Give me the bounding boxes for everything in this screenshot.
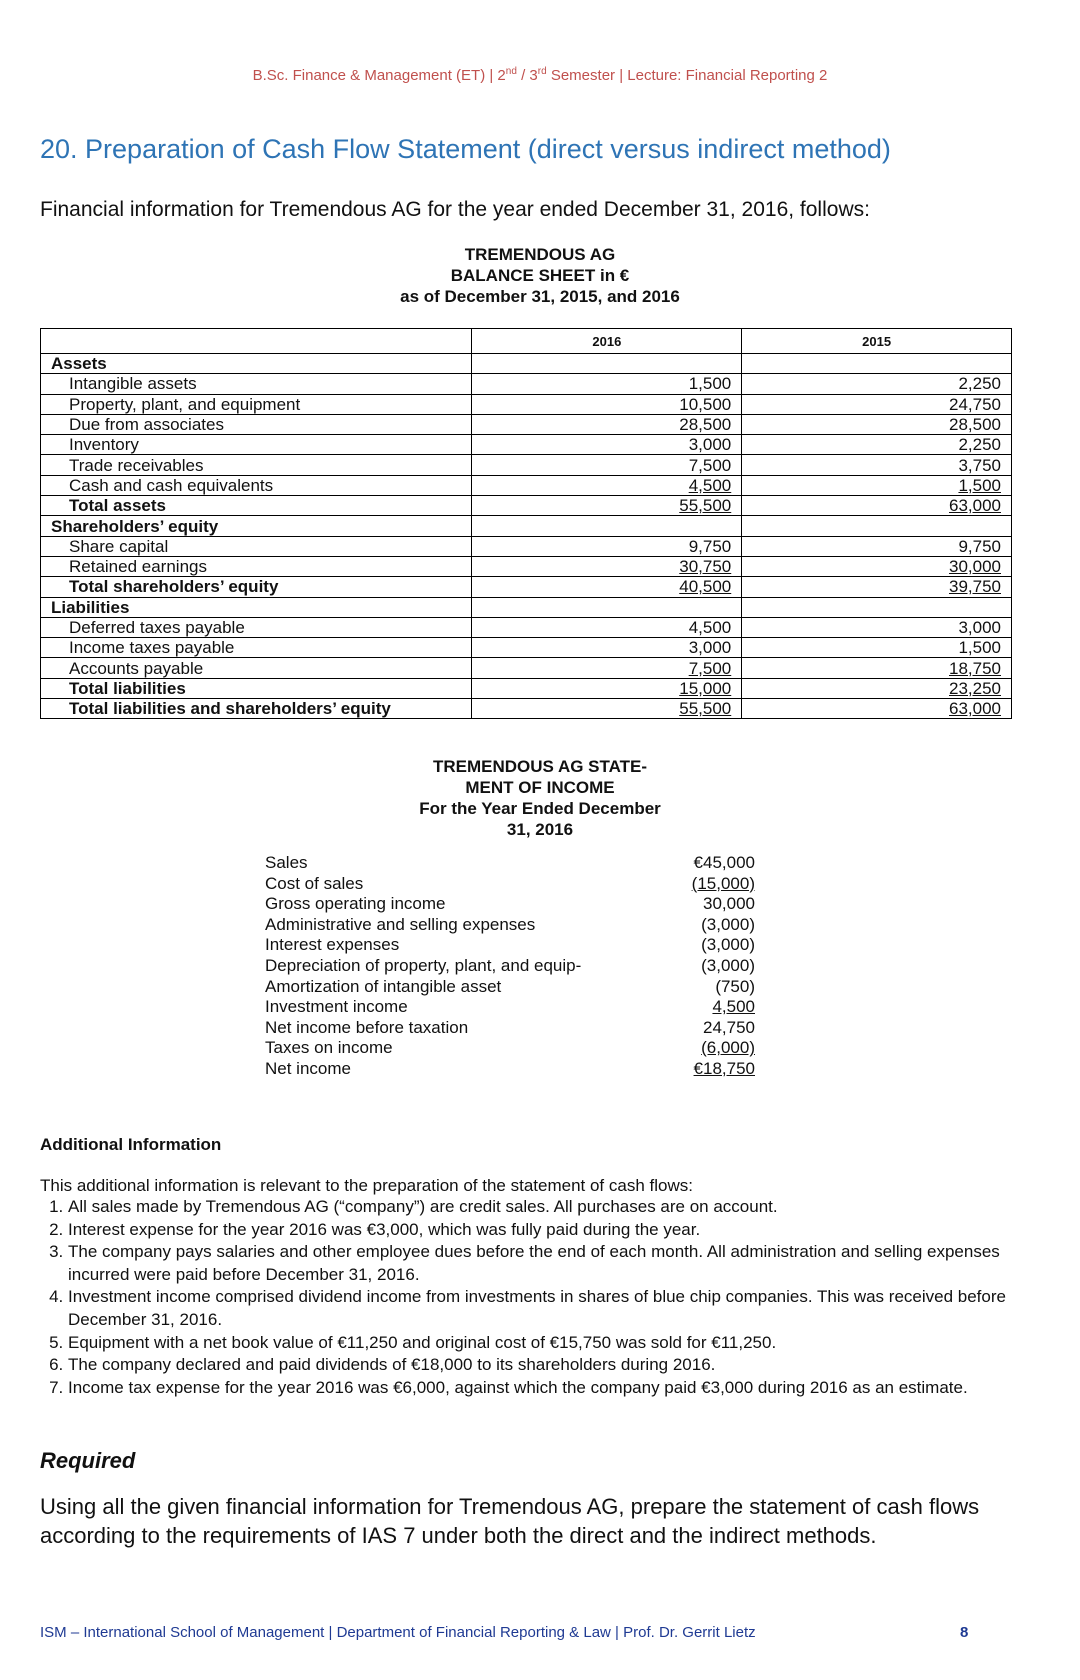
total-label: Total liabilities [41,678,472,698]
value-2016: 3,000 [472,638,742,658]
page-footer: ISM – International School of Management | Department of Financial Reporting & Law | Prof. Dr. Gerrit Lietz [40,1624,756,1641]
list-item [265,853,755,874]
bs-heading-line: BALANCE SHEET in € [450,266,630,285]
required-title: Required [40,1448,136,1473]
row-label: Intangible assets [41,374,472,394]
is-heading-line: TREMENDOUS AG STATE- [432,757,648,776]
header-text: / 3 [516,67,538,84]
income-statement [265,853,755,1080]
page-header [0,66,1080,84]
table-row [41,475,1012,495]
table-row [41,414,1012,434]
table-row [41,658,1012,678]
total-2016: 55,500 [679,699,732,719]
total-2015: 23,250 [949,678,1001,698]
total-2016: 40,500 [679,577,732,597]
is-value: (6,000) [701,1038,755,1058]
value-2016: 7,500 [472,455,742,475]
value-2016: 10,500 [472,394,742,414]
section-assets: Assets [41,354,472,374]
list-item: 3. The company pays salaries and other employee dues before the end of each month. All administration and selling expenses incurred were paid before December 31, 2016. [68,1241,1028,1286]
section-equity: Shareholders’ equity [41,516,472,536]
total-label: Total shareholders’ equity [41,577,472,597]
value-2015: 9,750 [742,536,1012,556]
header-text: B.Sc. Finance & Management (ET) | 2 [252,67,506,84]
total-row [41,496,1012,516]
is-value: (15,000) [691,873,755,893]
list-item: 6. The company declared and paid dividends of €18,000 to its shareholders during 2016. [68,1354,1028,1377]
table-row [41,536,1012,556]
section-row [41,597,1012,617]
additional-info-list [40,1196,1028,1399]
value-2015: 30,000 [949,557,1001,577]
bs-heading-line: TREMENDOUS AG [464,245,616,264]
total-2015: 63,000 [949,496,1001,516]
is-label: Interest expenses [265,935,400,955]
balance-sheet-table [40,328,1012,719]
col-2016-header: 2016 [472,329,742,354]
table-row [41,455,1012,475]
total-row [41,577,1012,597]
value-2016: 3,000 [472,435,742,455]
value-2016: 4,500 [688,475,732,495]
row-label: Share capital [41,536,472,556]
section-liabilities: Liabilities [41,597,472,617]
list-item [265,894,755,915]
is-heading-line: MENT OF INCOME [465,778,615,797]
header-sup: rd [537,66,547,77]
value-2016: 7,500 [688,658,732,678]
total-2015: 63,000 [949,699,1001,719]
is-value: 30,000 [703,894,755,914]
page-title: 20. Preparation of Cash Flow Statement (direct versus indirect method) [40,134,891,164]
list-item: 1. All sales made by Tremendous AG (“company”) are credit sales. All purchases are on account. [68,1196,1028,1219]
total-label: Total assets [41,496,472,516]
row-label: Inventory [41,435,472,455]
table-header-row [41,329,1012,354]
list-item [265,956,755,977]
value-2016: 1,500 [472,374,742,394]
row-label: Accounts payable [41,658,472,678]
header-text: Semester | Lecture: Financial Reporting 2 [546,67,828,84]
is-heading-line: 31, 2016 [506,820,574,839]
is-label: Investment income [265,997,408,1017]
is-heading-line: For the Year Ended December [419,799,661,818]
is-label: Sales [265,853,308,872]
col-2015-header: 2015 [742,329,1012,354]
list-item [265,1038,755,1059]
header-blank [41,329,472,354]
value-2015: 3,000 [742,617,1012,637]
total-row [41,699,1012,719]
balance-sheet-heading [0,244,1080,307]
value-2016: 28,500 [472,414,742,434]
row-label: Due from associates [41,414,472,434]
table-row [41,617,1012,637]
is-label: Taxes on income [265,1038,393,1058]
table-row [41,374,1012,394]
list-item [265,1059,755,1080]
total-2016: 55,500 [679,496,732,516]
row-label: Property, plant, and equipment [41,394,472,414]
value-2015: 18,750 [949,658,1001,678]
list-item: 4. Investment income comprised dividend income from investments in shares of blue chip companies. This was received before December 31, 2016. [68,1286,1028,1331]
intro-text: Financial information for Tremendous AG for the year ended December 31, 2016, follows: [40,198,870,221]
is-label: Net income before taxation [265,1017,469,1037]
value-2015: 28,500 [742,414,1012,434]
is-value: (3,000) [701,914,755,934]
row-label: Cash and cash equivalents [41,475,472,495]
page-number: 8 [960,1624,969,1641]
table-row [41,638,1012,658]
total-row [41,678,1012,698]
is-label: Depreciation of property, plant, and equip- [265,955,582,975]
list-item [265,915,755,936]
required-text: Using all the given financial information for Tremendous AG, prepare the statement of cash flows according to the requirements of IAS 7 under both the direct and the indirect methods. [40,1494,980,1548]
row-label: Deferred taxes payable [41,617,472,637]
list-item [265,977,755,998]
list-item: 2. Interest expense for the year 2016 was €3,000, which was fully paid during the year. [68,1219,1028,1242]
additional-info-intro: This additional information is relevant to the preparation of the statement of cash flows: [40,1176,693,1195]
row-label: Income taxes payable [41,638,472,658]
header-sup: nd [505,66,517,77]
section-row [41,516,1012,536]
value-2015: 2,250 [742,435,1012,455]
row-label: Retained earnings [41,556,472,576]
list-item [265,997,755,1018]
list-item [265,874,755,895]
list-item [265,1018,755,1039]
table-row [41,435,1012,455]
row-label: Trade receivables [41,455,472,475]
is-label: Net income [265,1058,351,1078]
value-2015: 24,750 [742,394,1012,414]
section-row [41,354,1012,374]
table-row [41,394,1012,414]
value-2016: 4,500 [472,617,742,637]
value-2015: 2,250 [742,374,1012,394]
additional-info-title: Additional Information [40,1135,222,1154]
total-2016: 15,000 [679,678,732,698]
is-label: Amortization of intangible asset [265,976,502,996]
income-statement-heading [360,756,720,840]
is-value: (3,000) [701,955,755,975]
is-value: 4,500 [712,997,755,1017]
value-2015: 3,750 [742,455,1012,475]
table-row [41,556,1012,576]
is-value: €45,000 [693,853,755,872]
total-label: Total liabilities and shareholders’ equity [41,699,472,719]
is-value: (750) [715,976,755,996]
list-item [265,935,755,956]
is-value: €18,750 [693,1058,755,1078]
is-label: Gross operating income [265,894,446,914]
bs-heading-line: as of December 31, 2015, and 2016 [400,287,680,306]
list-item: 5. Equipment with a net book value of €11,250 and original cost of €15,750 was sold for €11,250. [68,1332,1028,1355]
value-2015: 1,500 [958,475,1001,495]
list-item: 7. Income tax expense for the year 2016 was €6,000, against which the company paid €3,000 during 2016 as an estimate. [68,1377,1028,1400]
is-label: Cost of sales [265,873,364,893]
value-2016: 9,750 [472,536,742,556]
value-2016: 30,750 [679,557,732,577]
total-2015: 39,750 [949,577,1001,597]
value-2015: 1,500 [742,638,1012,658]
is-value: (3,000) [701,935,755,955]
is-value: 24,750 [703,1017,755,1037]
is-label: Administrative and selling expenses [265,914,536,934]
